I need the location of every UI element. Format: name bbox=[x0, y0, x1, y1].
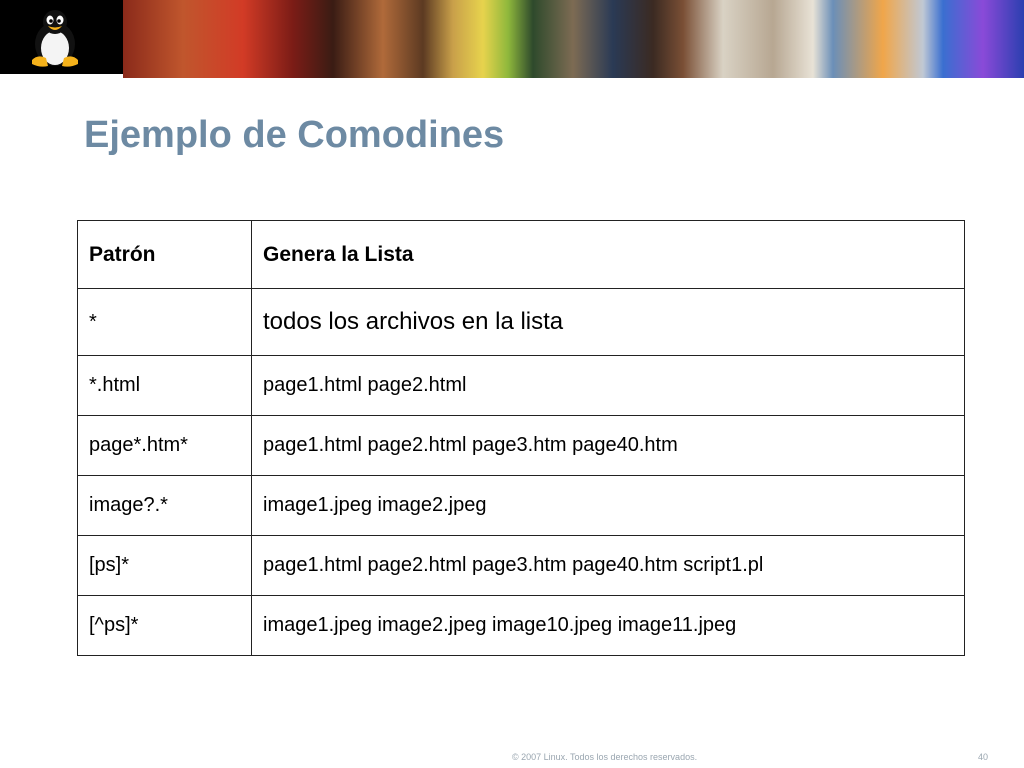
result-cell: page1.html page2.html page3.htm page40.htm script1.pl bbox=[252, 536, 965, 596]
result-cell: page1.html page2.html page3.htm page40.htm bbox=[252, 416, 965, 476]
result-cell: todos los archivos en la lista bbox=[252, 289, 965, 356]
table-row bbox=[78, 356, 965, 416]
page-number: 40 bbox=[978, 752, 989, 762]
pattern-cell: [^ps]* bbox=[78, 596, 252, 656]
pattern-cell: * bbox=[78, 289, 252, 356]
table-row bbox=[78, 289, 965, 356]
table-row bbox=[78, 536, 965, 596]
tux-penguin-icon bbox=[24, 8, 86, 70]
header-banner bbox=[0, 0, 1024, 78]
table-row bbox=[78, 416, 965, 476]
table-row bbox=[78, 476, 965, 536]
banner-photo-strip bbox=[123, 0, 1024, 78]
wildcard-table bbox=[77, 220, 965, 656]
logo bbox=[0, 0, 123, 74]
pattern-cell: page*.htm* bbox=[78, 416, 252, 476]
header-pattern: Patrón bbox=[78, 221, 252, 289]
pattern-cell: image?.* bbox=[78, 476, 252, 536]
result-cell: image1.jpeg image2.jpeg bbox=[252, 476, 965, 536]
copyright-footer: © 2007 Linux. Todos los derechos reservados. bbox=[512, 752, 698, 762]
header-generated-list: Genera la Lista bbox=[252, 221, 965, 289]
pattern-cell: [ps]* bbox=[78, 536, 252, 596]
result-cell: page1.html page2.html bbox=[252, 356, 965, 416]
slide-title: Ejemplo de Comodines bbox=[84, 114, 505, 156]
pattern-cell: *.html bbox=[78, 356, 252, 416]
table-row bbox=[78, 596, 965, 656]
result-cell: image1.jpeg image2.jpeg image10.jpeg image11.jpeg bbox=[252, 596, 965, 656]
table-header-row bbox=[78, 221, 965, 289]
